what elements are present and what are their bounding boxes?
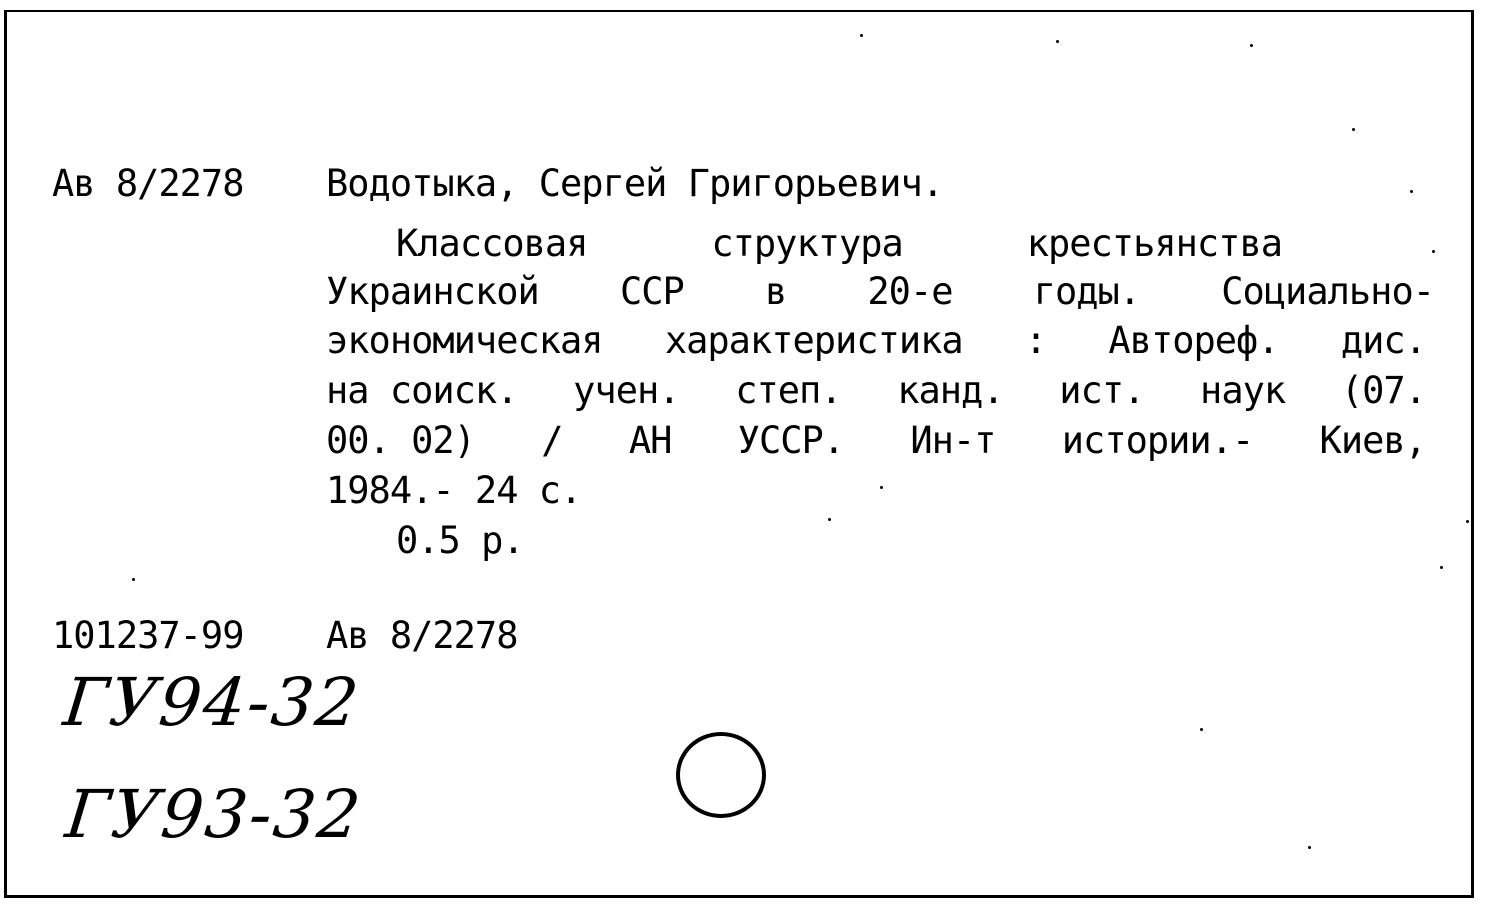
title-word: Классовая (396, 222, 588, 265)
scan-speck (1056, 40, 1059, 43)
title-line-2 (326, 270, 1434, 313)
title-word: наук (1200, 369, 1286, 412)
title-word: структура (711, 222, 903, 265)
title-word: (07. (1340, 369, 1426, 412)
title-word: Автореф. (1108, 319, 1279, 362)
title-word: Киев, (1319, 419, 1426, 462)
title-word: ист. (1059, 369, 1145, 412)
title-word: АН (628, 419, 672, 462)
title-word: характеристика (664, 319, 963, 362)
scan-speck (1308, 846, 1311, 849)
shelfmark: Ав 8/2278 (52, 162, 244, 205)
scan-speck (1440, 566, 1443, 569)
handwritten-note: ГУ93-32 (62, 776, 366, 853)
scan-speck (1200, 728, 1203, 731)
title-word: / (541, 419, 563, 462)
scan-speck (1250, 44, 1253, 47)
title-line-1 (396, 222, 1282, 265)
title-word: Украинской (326, 270, 539, 313)
title-word: 00. 02) (326, 419, 475, 462)
title-word: степ. (735, 369, 842, 412)
title-line-5 (326, 419, 1426, 462)
title-word: экономическая (326, 319, 603, 362)
scan-speck (1466, 520, 1469, 523)
accession-shelfmark: Ав 8/2278 (326, 614, 518, 657)
accession-number: 101237-99 (52, 614, 244, 657)
punch-hole (676, 732, 766, 818)
scan-speck (1410, 190, 1413, 193)
title-word: на соиск. (326, 369, 518, 412)
title-word: ССР (619, 270, 684, 313)
scan-speck (828, 518, 831, 521)
title-word: годы. (1033, 270, 1141, 313)
title-word: : (1024, 319, 1047, 362)
title-word: Ин-т (910, 419, 996, 462)
title-word: в (764, 270, 787, 313)
title-word: канд. (897, 369, 1004, 412)
title-word: дис. (1340, 319, 1426, 362)
title-word: крестьянства (1026, 222, 1282, 265)
handwritten-note: ГУ94-32 (60, 664, 364, 741)
scan-speck (1432, 250, 1435, 253)
scan-speck (860, 34, 863, 37)
title-word: учен. (573, 369, 680, 412)
scan-speck (132, 578, 135, 581)
scan-speck (880, 486, 883, 489)
price: 0.5 р. (396, 519, 524, 562)
title-word: Социально- (1221, 270, 1434, 313)
title-word: 20-е (867, 270, 953, 313)
author-heading: Водотыка, Сергей Григорьевич. (326, 162, 944, 205)
title-line-4 (326, 369, 1426, 412)
title-word: УССР. (737, 419, 845, 462)
imprint: 1984.- 24 с. (326, 469, 582, 512)
title-line-3 (326, 319, 1426, 362)
scan-speck (1352, 128, 1355, 131)
title-word: истории.- (1061, 419, 1254, 462)
